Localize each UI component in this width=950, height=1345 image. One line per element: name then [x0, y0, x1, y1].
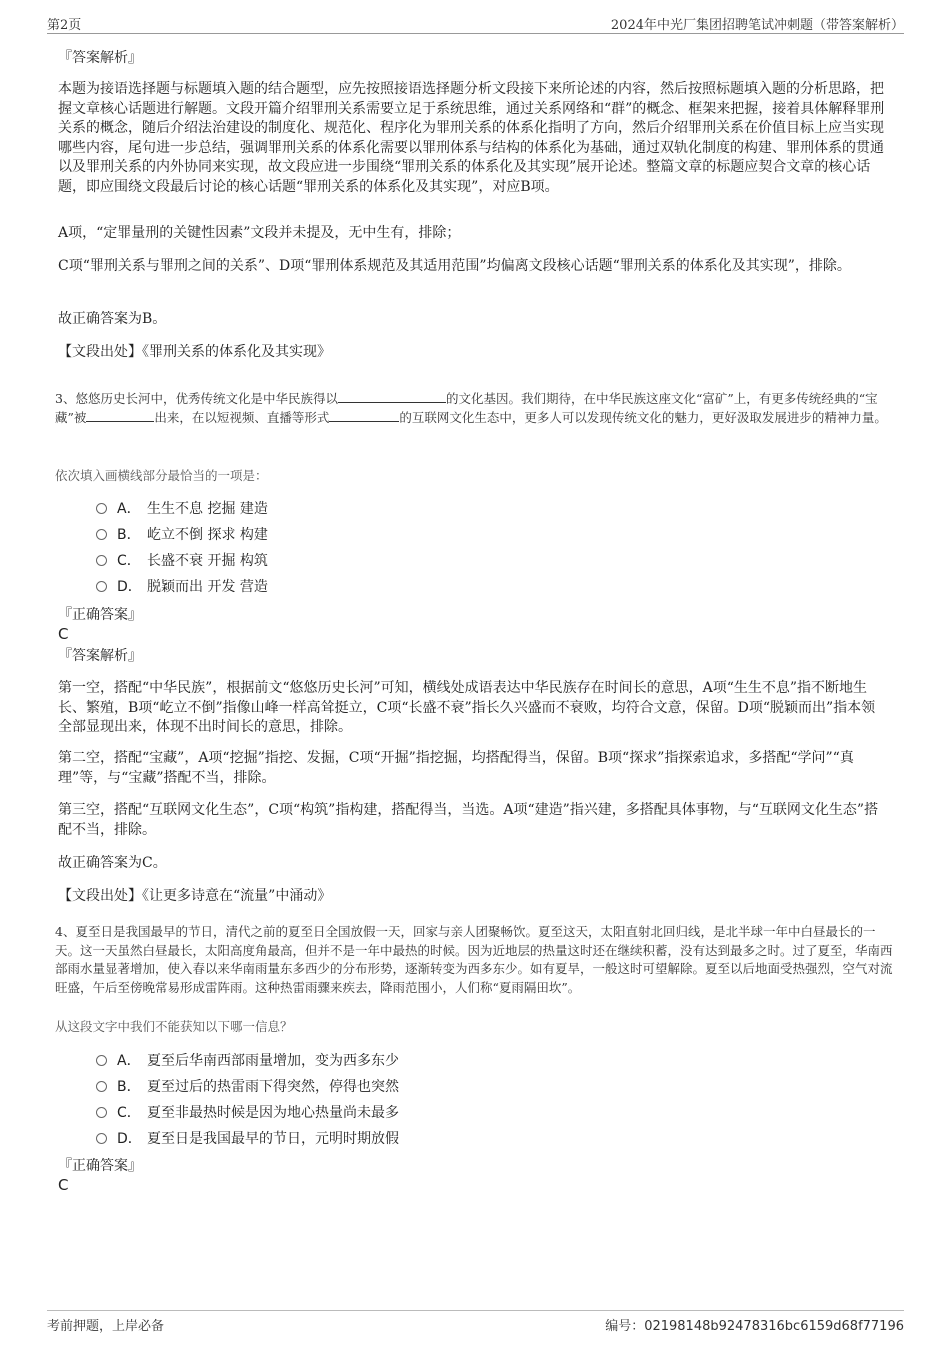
question-stem: 4、夏至日是我国最早的节日，清代之前的夏至日全国放假一天，回家与亲人团聚畅饮。夏至这天，太阳直射北回归线，是北半球一年中白昼最长的一天。这一天虽然白昼最长，太阳高度角最高，但并不是一年中最热的时候。因为近地层的热量这时还在继续积蓄，没有达到最多之时。过了夏至，华南西部雨水量显著增加，使入春以来华南雨量东多西少的分布形势，逐渐转变为西多东少。如有夏旱，一般这时可望解除。夏至以后地面受热强烈，空气对流旺盛，午后至傍晚常易形成雷阵雨。这种热雷雨骤来疾去，降雨范围小，人们称“夏雨隔田坎”。 [55, 924, 893, 995]
radio-icon[interactable] [96, 1081, 107, 1092]
source-citation: 【文段出处】《罪刑关系的体系化及其实现》 [58, 344, 331, 360]
question-stem: 3、悠悠历史长河中，优秀传统文化是中华民族得以 的文化基因。我们期待，在中华民族这座文化“富矿”上，有更多传统经典的“宝藏”被 出来，在以短视频、直播等形式 的互联网文化生态中，更多人可以发现传统文化的魅力，更好汲取发展进步的精神力量。 [55, 391, 887, 425]
fill-blank [86, 409, 154, 422]
correct-answer: C [58, 625, 69, 643]
analysis-conclusion: 故正确答案为B。 [58, 311, 167, 327]
option-c[interactable]: C． 长盛不衰 开掘 构筑 [96, 551, 268, 571]
question-prompt: 依次填入画横线部分最恰当的一项是： [55, 468, 268, 483]
document-title: 2024年中光厂集团招聘笔试冲刺题（带答案解析） [610, 18, 904, 33]
radio-icon[interactable] [96, 1055, 107, 1066]
fill-blank [329, 409, 399, 422]
radio-icon[interactable] [96, 555, 107, 566]
option-d[interactable]: D． 脱颖而出 开发 营造 [96, 577, 268, 597]
radio-icon[interactable] [96, 529, 107, 540]
source-citation: 【文段出处】《让更多诗意在“流量”中涌动》 [58, 888, 332, 904]
option-a[interactable]: A． 夏至后华南西部雨量增加，变为西多东少 [96, 1051, 399, 1071]
analysis-paragraph: A项，“定罪量刑的关键性因素”文段并未提及，无中生有，排除； [58, 225, 461, 241]
analysis-paragraph: 第三空，搭配“互联网文化生态”，C项“构筑”指构建，搭配得当，当选。A项“建造”指兴建，多搭配具体事物，与“互联网文化生态”搭配不当，排除。 [58, 802, 879, 838]
option-d[interactable]: D． 夏至日是我国最早的节日，元明时期放假 [96, 1129, 399, 1149]
fill-blank [338, 390, 446, 403]
analysis-paragraph: 本题为接语选择题与标题填入题的结合题型，应先按照接语选择题分析文段接下来所论述的内容，然后按照标题填入题的分析思路，把握文章核心话题进行解题。文段开篇介绍罪刑关系需要立足于系统思维，通过关系网络和“群”的概念、框架来把握，接着具体解释罪刑关系的概念，随后介绍法治建设的制度化、规范化、程序化为罪刑关系的体系化指明了方向，然后介绍罪刑关系在价值目标上应当实现哪些内容，尾句进一步总结，强调罪刑关系的体系化需要以罪刑体系与结构的体系化为基础，通过双轨化制度的构建、罪刑体系的贯通以及罪刑关系的内外协同来实现，故文段应进一步围绕“罪刑关系的体系化及其实现”展开论述。整篇文章的标题应契合文章的核心话题，即应围绕文段最后讨论的核心话题“罪刑关系的体系化及其实现”，对应B项。 [58, 81, 885, 195]
option-b[interactable]: B． 屹立不倒 探求 构建 [96, 525, 268, 545]
page-header [47, 13, 904, 34]
document-id: 编号：02198148b92478316bc6159d68f77196 [605, 1319, 904, 1334]
question-prompt: 从这段文字中我们不能获知以下哪一信息？ [55, 1019, 293, 1034]
analysis-paragraph: 第二空，搭配“宝藏”，A项“挖掘”指挖、发掘，C项“开掘”指挖掘，均搭配得当，保留。B项“探求”指探索追求，多搭配“学问”“真理”等，与“宝藏”搭配不当，排除。 [58, 750, 854, 786]
radio-icon[interactable] [96, 503, 107, 514]
option-b[interactable]: B． 夏至过后的热雷雨下得突然，停得也突然 [96, 1077, 399, 1097]
option-a[interactable]: A． 生生不息 挖掘 建造 [96, 499, 268, 519]
analysis-label: 『答案解析』 [58, 50, 142, 66]
analysis-label: 『答案解析』 [58, 648, 142, 664]
option-c[interactable]: C． 夏至非最热时候是因为地心热量尚未最多 [96, 1103, 399, 1123]
footer-slogan: 考前押题，上岸必备 [47, 1319, 165, 1334]
correct-answer-label: 『正确答案』 [58, 1158, 142, 1174]
radio-icon[interactable] [96, 1133, 107, 1144]
correct-answer-label: 『正确答案』 [58, 607, 142, 623]
page-number: 第2页 [47, 18, 82, 33]
analysis-conclusion: 故正确答案为C。 [58, 855, 167, 871]
analysis-paragraph: C项“罪刑关系与罪刑之间的关系”、D项“罪刑体系规范及其适用范围”均偏离文段核心话题“罪刑关系的体系化及其实现”，排除。 [58, 258, 851, 274]
analysis-paragraph: 第一空，搭配“中华民族”，根据前文“悠悠历史长河”可知，横线处成语表达中华民族存在时间长的意思，A项“生生不息”指不断地生长、繁殖，B项“屹立不倒”指像山峰一样高耸挺立，C项“长盛不衰”指长久兴盛而不衰败，均符合文意，保留。D项“脱颖而出”指本领全部显现出来，体现不出时间长的意思，排除。 [58, 680, 876, 735]
radio-icon[interactable] [96, 1107, 107, 1118]
correct-answer: C [58, 1176, 69, 1194]
radio-icon[interactable] [96, 581, 107, 592]
page-footer [47, 1310, 904, 1335]
